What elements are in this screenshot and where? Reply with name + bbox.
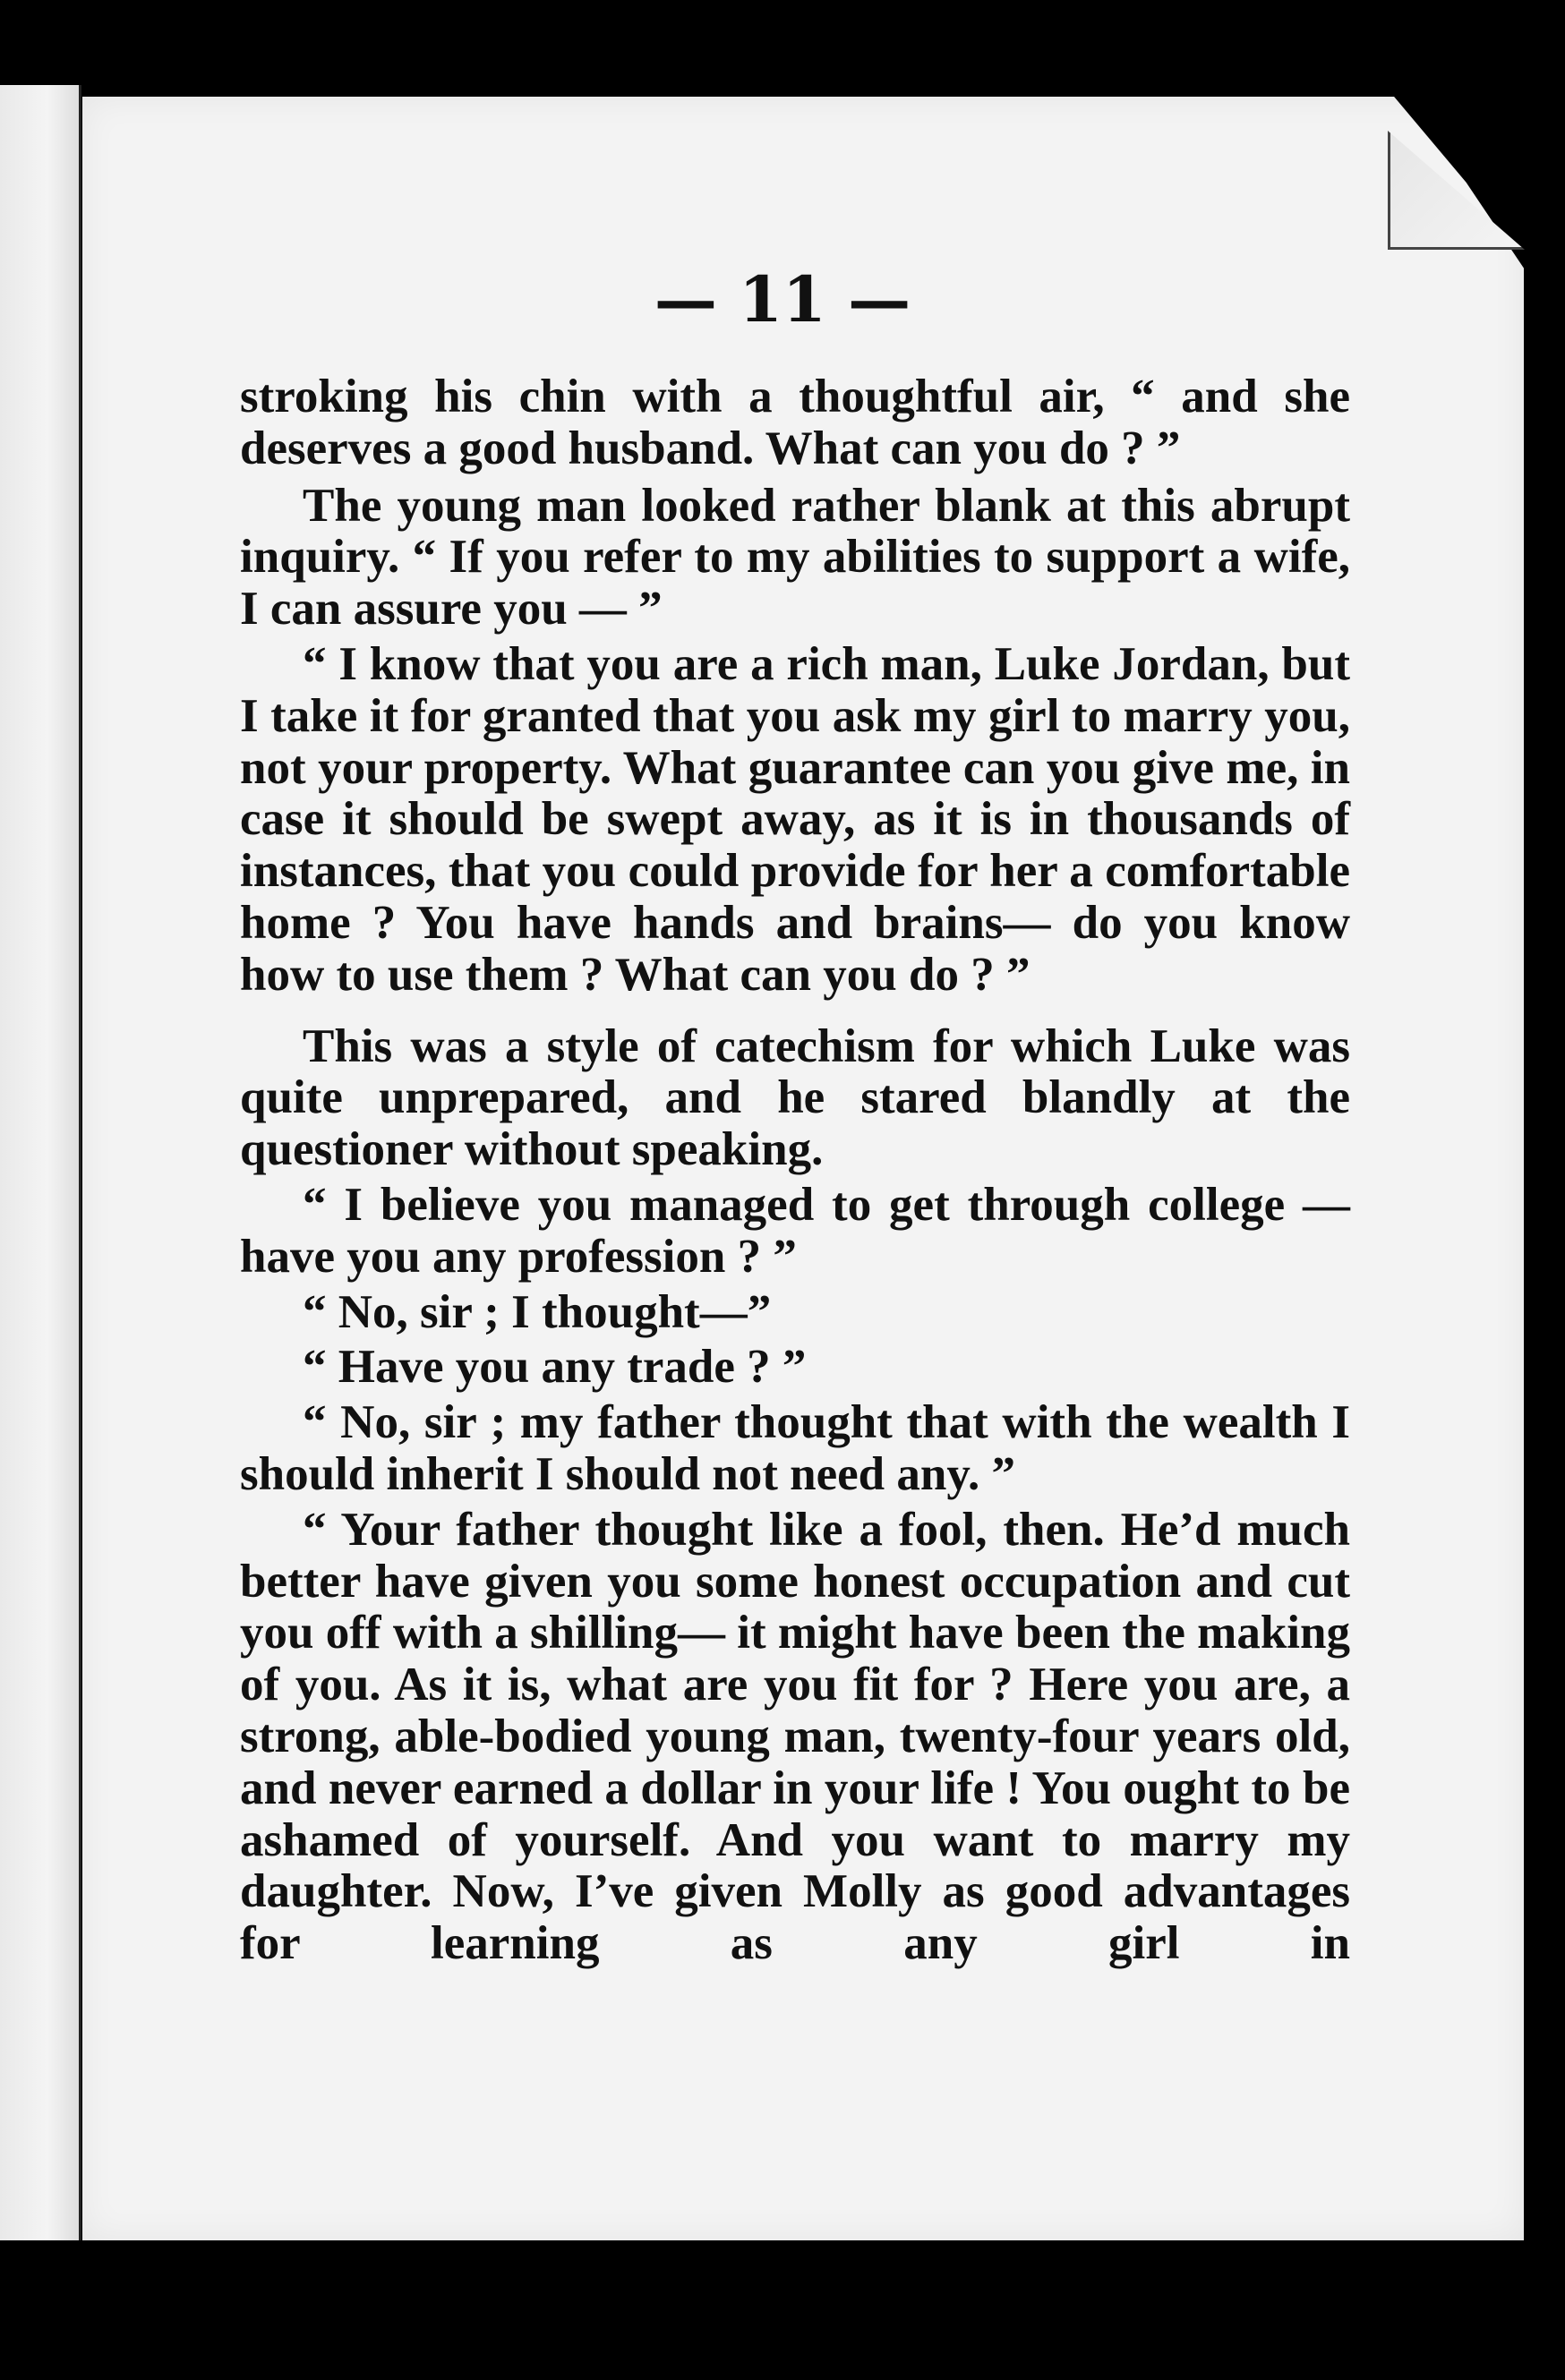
- paragraph: “ No, sir ; my father thought that with the wealth I should inherit I should not need any. ”: [240, 1396, 1350, 1500]
- adjacent-page-edge: [0, 85, 81, 2240]
- paragraph: “ Your father thought like a fool, then. He’d much better have given you some honest occupation and cut you off with a shilling— it might have been the making of you. As it is, what are you fit for ? Here you are, a strong, able-bodied young man, twenty-four years old, and never earned a dollar in your life ! You ought to be ashamed of yourself. And you want to marry my daughter. Now, I’ve given Molly as good advantages for learning as any girl in: [240, 1503, 1350, 1970]
- folded-page-corner: [1388, 131, 1525, 250]
- paragraph: “ I know that you are a rich man, Luke Jordan, but I take it for granted that you ask my girl to marry you, not your property. What guarantee can you give me, in case it should be swept away, as it is in thousands of instances, that you could provide for her a comfortable home ? You have hands and brains— do you know how to use them ? What can you do ? ”: [240, 637, 1350, 1001]
- paragraph: “ No, sir ; I thought—”: [303, 1285, 772, 1338]
- paragraph-continuation: stroking his chin with a thoughtful air, “ and she deserves a good husband. What can you do ? ”: [240, 371, 1350, 474]
- paragraph: The young man looked rather blank at this abrupt inquiry. “ If you refer to my abilities to support a wife, I can assure you — ”: [240, 479, 1350, 636]
- paragraph: “ I believe you managed to get through college — have you any profession ? ”: [240, 1178, 1350, 1283]
- page-number: — 11 —: [654, 262, 911, 337]
- paragraph: This was a style of catechism for which Luke was quite unprepared, and he stared blandly at the questioner without speaking.: [240, 1019, 1350, 1176]
- page-body-text: [240, 371, 1350, 1974]
- paragraph: “ Have you any trade ? ”: [303, 1341, 807, 1394]
